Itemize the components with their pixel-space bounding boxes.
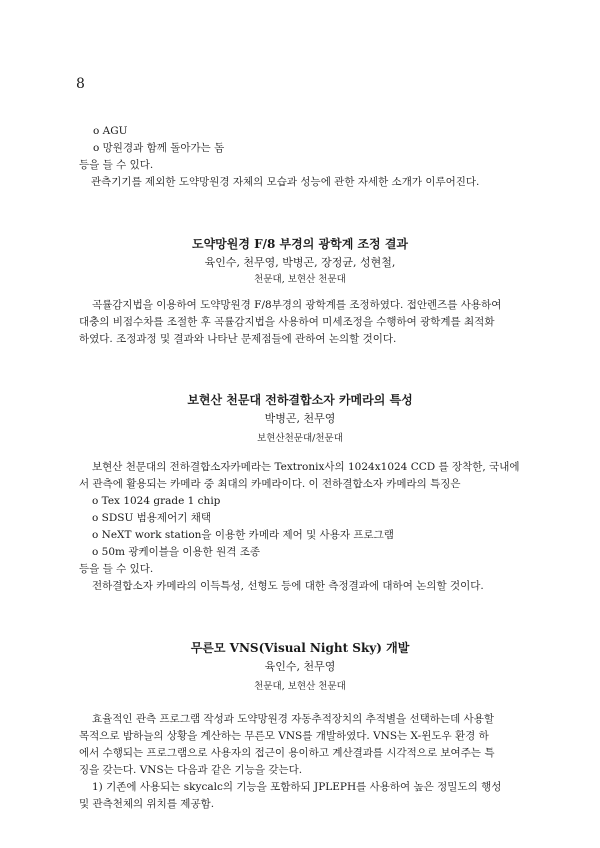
paragraph-line: 곡률감지법을 이용하여 도약망원경 F/8부경의 광학계를 조정하였다. 접안렌즈를 사용하여 bbox=[92, 299, 502, 311]
paragraph-line: 등을 들 수 있다. bbox=[79, 159, 154, 171]
paragraph-line: 관측기기를 제외한 도약망원경 자체의 모습과 성능에 관한 자세한 소개가 이루어진다. bbox=[91, 176, 480, 188]
paragraph-line: 효율적인 관측 프로그램 작성과 도약망원경 자동추적장치의 추적별을 선택하는데 사용할 bbox=[92, 713, 494, 725]
list-item: o NeXT work station을 이용한 카메라 제어 및 사용자 프로그램 bbox=[92, 529, 394, 541]
page-number: 8 bbox=[76, 76, 85, 92]
paragraph-line: 1) 기존에 사용되는 skycalc의 기능을 포함하되 JPLEPH를 사용하여 높은 정밀도의 행성 bbox=[92, 781, 502, 793]
article-affiliation: 천문대, 보현산 천문대 bbox=[254, 274, 346, 285]
paragraph-line: 에서 수행되는 프로그램으로 사용자의 접근이 용이하고 계산결과를 시각적으로 보여주는 특 bbox=[79, 747, 495, 759]
article-authors: 육인수, 천무영 bbox=[264, 660, 336, 673]
list-item: o 50m 광케이블을 이용한 원격 조종 bbox=[92, 546, 261, 558]
list-item: o AGU bbox=[93, 125, 128, 137]
paragraph-line: 보현산 천문대의 전하결합소자카메라는 Textronix사의 1024x1024 CCD 를 장착한, 국내에 bbox=[92, 461, 520, 473]
article-affiliation: 보현산천문대/천문대 bbox=[257, 433, 343, 444]
article-authors: 박병곤, 천무영 bbox=[264, 412, 336, 425]
article-title: 무른모 VNS(Visual Night Sky) 개발 bbox=[190, 641, 410, 655]
paragraph-line: 등을 들 수 있다. bbox=[79, 563, 154, 575]
paragraph-line: 하였다. 조정과정 및 결과와 나타난 문제점들에 관하여 논의할 것이다. bbox=[79, 333, 397, 345]
paragraph-line: 서 관측에 활용되는 카메라 중 최대의 카메라이다. 이 전하결합소자 카메라의 특징은 bbox=[79, 478, 461, 490]
article-affiliation: 천문대, 보현산 천문대 bbox=[254, 681, 346, 692]
paragraph-line: 대충의 비점수차를 조절한 후 곡률감지법을 사용하여 미세조정을 수행하여 광학계를 최적화 bbox=[79, 316, 495, 328]
paragraph-line: 징을 갖는다. VNS는 다음과 같은 기능을 갖는다. bbox=[79, 764, 303, 776]
article-title: 도약망원경 F/8 부경의 광학계 조정 결과 bbox=[191, 237, 409, 251]
paragraph-line: 및 관측천체의 위치를 제공함. bbox=[79, 798, 215, 810]
list-item: o SDSU 범용제어기 채택 bbox=[92, 512, 211, 524]
list-item: o Tex 1024 grade 1 chip bbox=[92, 495, 221, 507]
paragraph-line: 전하결합소자 카메라의 이득특성, 선형도 등에 대한 측정결과에 대하여 논의할 것이다. bbox=[92, 580, 484, 592]
article-authors: 육인수, 천무영, 박병곤, 장정균, 성현철, bbox=[204, 256, 396, 269]
article-title: 보현산 천문대 전하결합소자 카메라의 특성 bbox=[187, 393, 413, 407]
list-item: o 망원경과 함께 돌아가는 돔 bbox=[93, 142, 225, 154]
paragraph-line: 목적으로 밤하늘의 상황을 계산하는 무른모 VNS를 개발하였다. VNS는 X-윈도우 환경 하 bbox=[79, 730, 489, 742]
